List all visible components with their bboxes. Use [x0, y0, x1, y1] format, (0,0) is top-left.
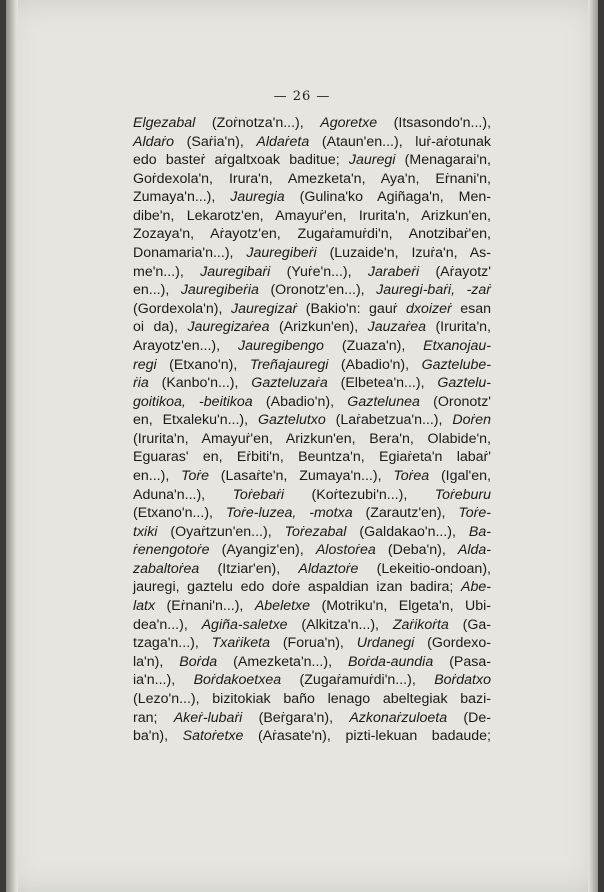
place-name-italic: Gaztelunea — [347, 393, 420, 410]
text-line — [133, 318, 491, 337]
text-segment: (Abadio'n), — [328, 356, 422, 373]
place-name-italic: Boṙdatxo — [434, 672, 491, 689]
place-name-italic: Jauzaṙea — [367, 319, 426, 336]
place-name-italic: Gaztelu- — [437, 375, 491, 392]
text-line — [133, 541, 491, 560]
place-name-italic: Aldaztoṙe — [298, 560, 359, 577]
text-line — [133, 653, 491, 672]
text-segment: Donamaria'n...), — [133, 245, 247, 262]
text-segment: (Oronotz'en...), — [258, 282, 377, 299]
text-segment: (Oyaṙtzun'en...), — [157, 523, 285, 540]
text-line — [133, 170, 491, 189]
place-name-italic: Doṙen — [452, 412, 491, 429]
text-segment: (Beṙgara'n), — [242, 709, 350, 726]
text-line — [133, 356, 491, 375]
place-name-italic: Jauregibeṙia — [180, 282, 259, 299]
text-segment: Zozaya'n, Aṙayotz'en, Zugaṙamuṙdi'n, Anotzibaṙ'en, — [133, 226, 491, 243]
text-line — [133, 597, 491, 616]
text-segment: en, Etxaleku'n...), — [133, 412, 258, 429]
text-segment: Eguaras' en, Eṙbiti'n, Beuntza'n, Egiaṙeta'n labaṙ' — [133, 449, 491, 466]
place-name-italic: Abeletxe — [254, 598, 311, 615]
text-segment: (Ga- — [448, 616, 491, 633]
text-segment: (Zuaza'n), — [323, 337, 424, 354]
place-name-italic: Etxanojau- — [423, 337, 491, 354]
text-segment: (Pasa- — [433, 653, 491, 670]
place-name-italic: Boṙdakoetxea — [193, 672, 282, 689]
place-name-italic: Jauregibengo — [237, 337, 324, 354]
text-segment: (Elbetea'n...), — [327, 375, 438, 392]
text-segment: (Gordexola'n), — [133, 300, 231, 317]
place-name-italic: Gaztelutxo — [257, 412, 326, 429]
place-name-italic: Alda- — [457, 542, 492, 559]
text-segment: (Gordexo- — [414, 635, 491, 652]
place-name-italic: Ba- — [468, 523, 491, 540]
text-segment: (Zugaṙamuṙdi'n...), — [281, 672, 435, 689]
text-line — [133, 263, 491, 282]
place-name-italic: Abe- — [461, 579, 491, 596]
place-name-italic: Aldaṙo — [133, 133, 175, 150]
place-name-italic: zabaltoṙea — [133, 560, 200, 577]
text-segment: (Irurita'n, — [425, 319, 491, 336]
text-line — [133, 560, 491, 579]
text-segment: (Etxano'n...), — [133, 505, 226, 522]
place-name-italic: Zaṙikoṙta — [392, 616, 449, 633]
text-line — [133, 578, 491, 597]
text-segment: (Aṙayotz' — [419, 263, 491, 280]
text-line — [133, 671, 491, 690]
text-line — [133, 467, 491, 486]
text-segment: Aduna'n...), — [133, 486, 233, 503]
place-name-italic: Jauregi-baṙi, -zaṙ — [376, 282, 492, 299]
place-name-italic: Jauregizaṙea — [187, 319, 270, 336]
place-name-italic: Toṙea — [393, 467, 430, 484]
text-line — [133, 504, 491, 523]
text-segment: (Ataun'en...), luṙ-aṙotunak — [309, 133, 492, 150]
text-segment: en...), — [133, 282, 181, 299]
text-segment: jauregi, gaztelu edo doṙe aspaldian izan badira; — [133, 579, 462, 596]
text-segment: (Deba'n), — [375, 542, 458, 559]
place-name-italic: goitikoa, -beitikoa — [133, 393, 253, 410]
text-segment: tzaga'n...), — [133, 635, 212, 652]
page-gutter-left — [6, 0, 18, 892]
place-name-italic: Boṙda-aundia — [348, 653, 434, 670]
page-number: — 26 — — [273, 89, 331, 104]
text-line — [133, 393, 491, 412]
text-segment: (Yuṙe'n...), — [270, 263, 368, 280]
book-page — [6, 0, 598, 892]
text-segment: Zumaya'n...), — [133, 189, 231, 206]
place-name-italic: regi — [133, 356, 157, 373]
text-segment: ba'n), — [133, 728, 183, 745]
place-name-italic: dxoizeṙ — [405, 300, 452, 317]
text-segment: (Irurita'n, Amayuṙ'en, Arizkun'en, Bera'n, Olabide'n, — [133, 430, 491, 447]
text-segment: (Oronotz' — [419, 393, 491, 410]
place-name-italic: Jauregibeṙi — [246, 245, 317, 262]
text-segment: (Igal'en, — [429, 467, 491, 484]
page-edge-right — [588, 0, 598, 892]
text-line — [133, 727, 491, 746]
text-line — [133, 709, 491, 728]
place-name-italic: Gaztelube- — [421, 356, 491, 373]
text-segment: (Lekeitio-ondoan), — [358, 560, 491, 577]
text-segment: (Kanbo'n...), — [148, 375, 252, 392]
text-segment: (Aṙasate'n), pizti-lekuan badaude; — [243, 728, 491, 745]
text-segment: (Laṙabetzua'n...), — [325, 412, 453, 429]
text-line — [133, 634, 491, 653]
text-segment: dea'n...), — [133, 616, 202, 633]
text-segment: (De- — [447, 709, 491, 726]
text-segment: (Gulina'ko Agiñaga'n, Men- — [284, 189, 491, 206]
text-line — [133, 616, 491, 635]
text-segment: (Ayangiz'en), — [209, 542, 316, 559]
text-segment: (Etxano'n), — [156, 356, 250, 373]
place-name-italic: latx — [133, 598, 156, 615]
text-segment: la'n), — [133, 653, 180, 670]
text-segment: ia'n...), — [133, 672, 194, 689]
place-name-italic: Akeṙ-lubaṙi — [173, 709, 243, 726]
text-segment: (Arizkun'en), — [269, 319, 368, 336]
place-name-italic: Agoretxe — [320, 115, 378, 131]
text-segment: Arayotz'en...), — [133, 337, 238, 354]
place-name-italic: Satoṙetxe — [182, 728, 244, 745]
text-segment: edo basteṙ aṙgaltxoak baditue; — [133, 152, 349, 169]
place-name-italic: ṙenengotoṙe — [133, 542, 210, 559]
text-segment: (Lezo'n...), bizitokiak baño lenago abeltegiak bazi- — [133, 690, 491, 707]
text-segment: (Itziar'en), — [199, 560, 299, 577]
text-segment: (Luzaide'n, Izuṙa'n, As- — [316, 245, 491, 262]
place-name-italic: Treñajauregi — [249, 356, 329, 373]
text-segment: (Alkitza'n...), — [287, 616, 393, 633]
place-name-italic: Toṙebaṙi — [232, 486, 285, 503]
text-line — [133, 337, 491, 356]
place-name-italic: txiki — [133, 523, 158, 540]
text-segment: (Bakio'n: gauṙ — [297, 300, 406, 317]
text-segment: oi da), — [133, 319, 188, 336]
place-name-italic: Azkonaṙzuloeta — [349, 709, 448, 726]
text-segment: (Menagarai'n, — [395, 152, 491, 169]
place-name-italic: Elgezabal — [133, 115, 196, 131]
text-segment: Goṙdexola'n, Irura'n, Amezketa'n, Aya'n, Eṙnani'n, — [133, 170, 491, 187]
text-segment: (Saṙia'n), — [174, 133, 257, 150]
text-line — [133, 225, 491, 244]
text-line — [133, 188, 491, 207]
place-name-italic: ṙia — [133, 375, 149, 392]
text-segment: dibe'n, Lekarotz'en, Amayuṙ'en, Irurita'n, Arizkun'en, — [133, 207, 491, 224]
place-name-italic: Jauregibaṙi — [200, 263, 271, 280]
text-segment: (Abadio'n), — [252, 393, 348, 410]
place-name-italic: Txaṙiketa — [211, 635, 270, 652]
place-name-italic: Jauregizaṙ — [230, 300, 298, 317]
text-segment: (Itsasondo'n...), — [377, 115, 492, 131]
place-name-italic: Jauregia — [230, 189, 285, 206]
body-text — [133, 114, 491, 746]
place-name-italic: Toṙe — [181, 467, 209, 484]
text-segment: esan — [451, 300, 492, 317]
text-line — [133, 207, 491, 226]
text-segment: (Zoṙnotza'n...), — [195, 115, 321, 131]
place-name-italic: Toṙeburu — [434, 486, 491, 503]
place-name-italic: Toṙezabal — [284, 523, 347, 540]
text-line — [133, 430, 491, 449]
place-name-italic: Agiña-saletxe — [201, 616, 288, 633]
text-segment: (Motriku'n, Elgeta'n, Ubi- — [310, 598, 491, 615]
text-segment: (Forua'n), — [269, 635, 357, 652]
text-segment: ran; — [133, 709, 174, 726]
place-name-italic: Alostoṙea — [315, 542, 376, 559]
text-segment: (Galdakao'n...), — [346, 523, 469, 540]
text-line — [133, 133, 491, 152]
text-segment: (Koṙtezubi'n...), — [284, 486, 435, 503]
text-segment: (Lasaṙte'n, Zumaya'n...), — [208, 467, 394, 484]
text-line — [133, 690, 491, 709]
text-line — [133, 300, 491, 319]
text-segment: en...), — [133, 467, 182, 484]
text-segment: me'n...), — [133, 263, 201, 280]
place-name-italic: Toṙe-luzea, -motxa — [225, 505, 353, 522]
place-name-italic: Jauregi — [348, 152, 396, 169]
place-name-italic: Aldaṙeta — [256, 133, 310, 150]
text-segment: (Zarautz'en), — [352, 505, 459, 522]
text-line — [133, 486, 491, 505]
text-line — [133, 244, 491, 263]
text-segment: (Eṙnani'n...), — [155, 598, 255, 615]
text-line — [133, 374, 491, 393]
place-name-italic: Gazteluzaṙa — [251, 375, 328, 392]
text-line — [133, 523, 491, 542]
place-name-italic: Toṙe- — [458, 505, 491, 522]
text-segment: (Amezketa'n...), — [217, 653, 349, 670]
text-line — [133, 151, 491, 170]
place-name-italic: Jarabeṙi — [367, 263, 420, 280]
place-name-italic: Boṙda — [179, 653, 218, 670]
text-line — [133, 448, 491, 467]
place-name-italic: Urdanegi — [356, 635, 415, 652]
text-line — [133, 411, 491, 430]
text-line — [133, 114, 491, 133]
text-line — [133, 281, 491, 300]
